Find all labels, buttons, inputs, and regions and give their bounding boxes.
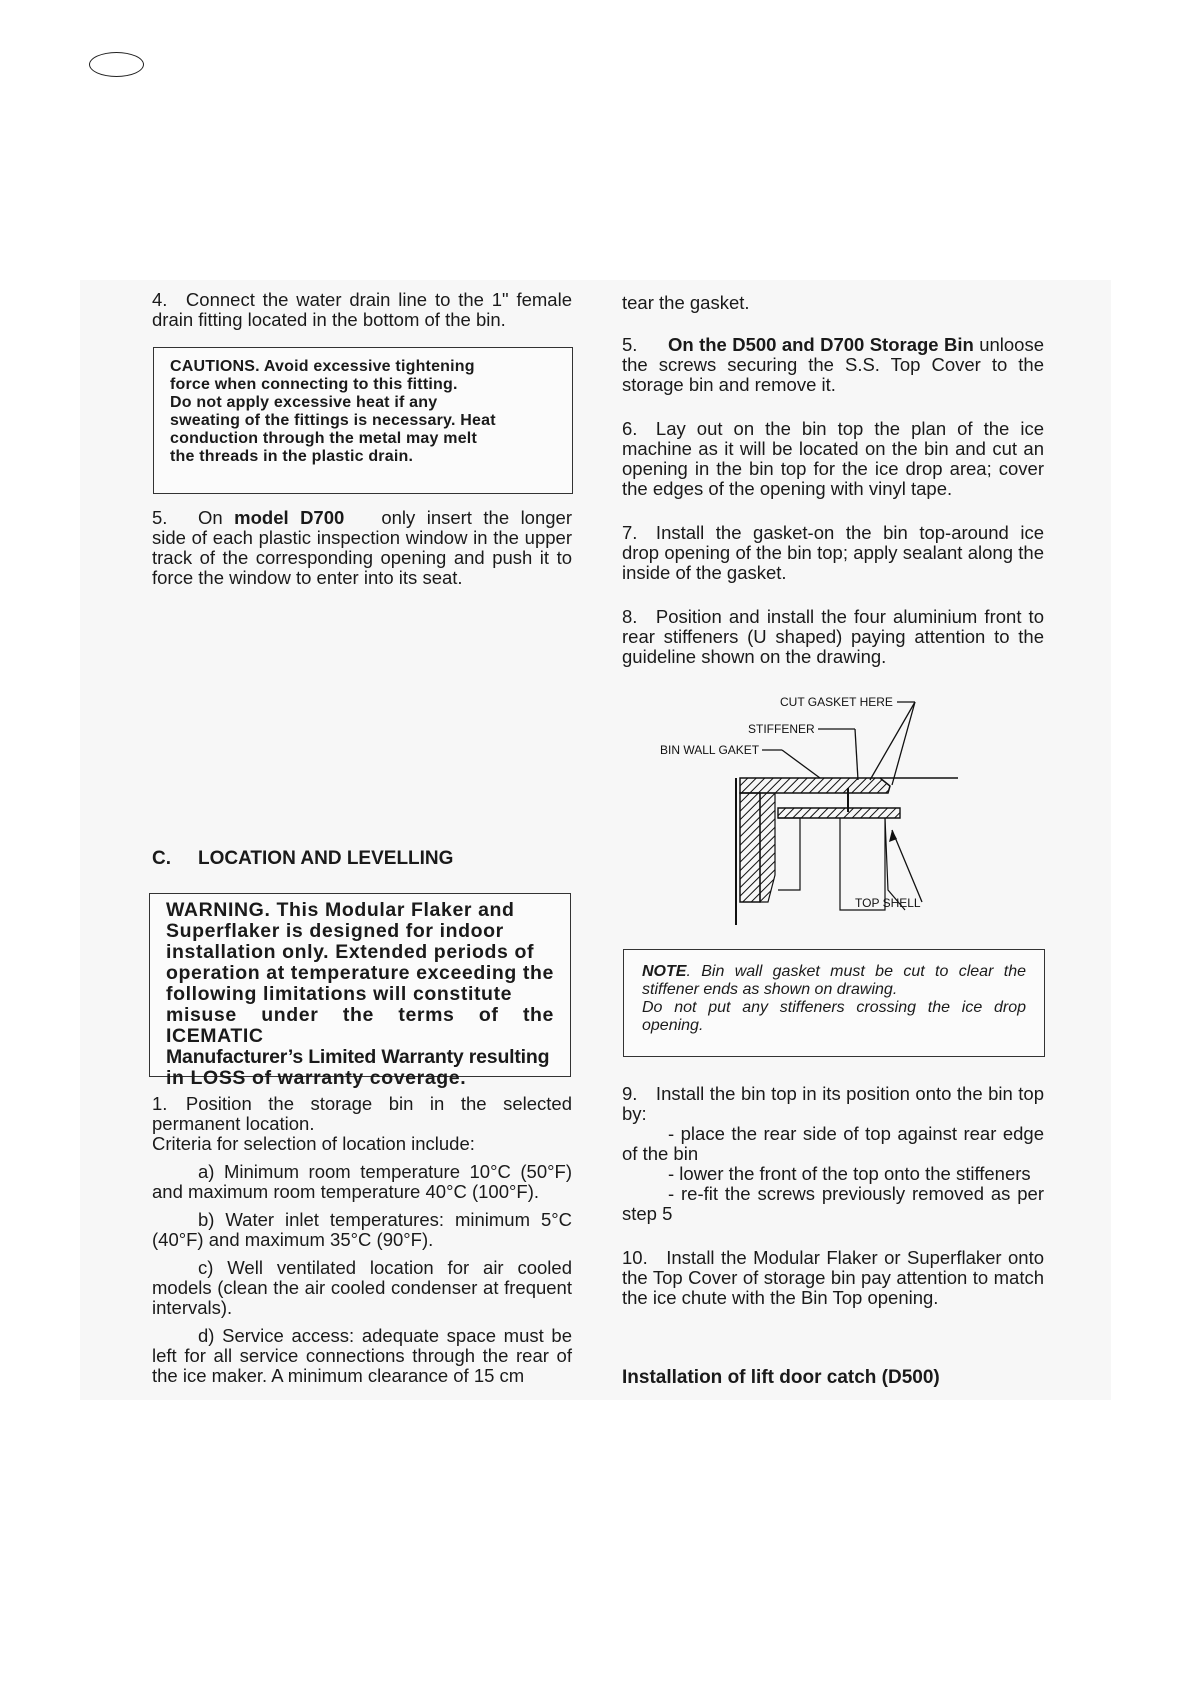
step-9-c: - re-fit the screws previously removed as per step 5	[622, 1183, 1044, 1224]
warning-line-2: Superflaker is designed for indoor	[166, 920, 504, 942]
top-gasket	[740, 778, 890, 793]
warning-line-1: WARNING. This Modular Flaker and	[166, 899, 515, 921]
cautions-box	[153, 347, 573, 494]
leader-bin-wall-d	[782, 750, 820, 778]
criterion-a: a) Minimum room temperature 10°C (50°F) and maximum room temperature 40°C (100°F).	[152, 1161, 572, 1202]
criterion-b: b) Water inlet temperatures: minimum 5°C (40°F) and maximum 35°C (90°F).	[152, 1209, 572, 1250]
warning-line-5: following limitations will constitute	[166, 983, 513, 1005]
label-stiffener: STIFFENER	[748, 722, 815, 736]
cautions-line-4: sweating of the fittings is necessary. Heat	[170, 412, 496, 429]
bin-wall	[740, 793, 760, 902]
right-column	[622, 293, 1044, 667]
right-step-5-number: 5.	[622, 334, 638, 355]
step-5-model: model D700	[234, 507, 345, 528]
right-step-5-text: unloose the screws securing the S.S. Top Cover to the storage bin and remove it.	[622, 334, 1044, 395]
leader-cut-gasket-b	[892, 702, 915, 785]
step-9-text: 9. Install the bin top in its position onto the bin top by:	[622, 1083, 1044, 1124]
left-column	[152, 290, 572, 330]
right-step-5-bold: On the D500 and D700 Storage Bin	[668, 334, 974, 355]
cautions-line-6: the threads in the plastic drain.	[170, 448, 414, 465]
step-10-text: 10. Install the Modular Flaker or Superflaker onto the Top Cover of storage bin pay attention to match the ice chute with the Bin Top opening.	[622, 1247, 1044, 1308]
cautions-line-2: force when connecting to this fitting.	[170, 376, 458, 393]
leader-top-shell	[892, 830, 922, 902]
warning-line-8: in LOSS of warranty coverage.	[166, 1067, 467, 1089]
bin-wall-gasket	[760, 793, 775, 902]
cautions-line-5: conduction through the metal may melt	[170, 430, 477, 447]
lift-door-heading: Installation of lift door catch (D500)	[622, 1367, 940, 1388]
cautions-line-1: CAUTIONS. Avoid excessive tightening	[170, 358, 475, 375]
step-5-pre: On	[198, 507, 235, 528]
warning-line-4: operation at temperature exceeding the	[166, 962, 554, 984]
criterion-c: c) Well ventilated location for air cooled models (clean the air cooled condenser at frequent intervals).	[152, 1257, 572, 1318]
step-7-text: 7. Install the gasket-on the bin top-around ice drop opening of the bin top; apply sealant along the inside of the gasket.	[622, 522, 1044, 583]
note-label: NOTE	[642, 963, 687, 980]
location-steps	[152, 1094, 572, 1386]
stiffener-bar	[778, 808, 900, 818]
section-c-title: LOCATION AND LEVELLING	[198, 848, 454, 869]
inner-profile	[778, 818, 800, 890]
step-1-text: 1. Position the storage bin in the selected permanent location.	[152, 1093, 572, 1134]
step-9-b: - lower the front of the top onto the stiffeners	[668, 1163, 1031, 1184]
cautions-line-3: Do not apply excessive heat if any	[170, 394, 438, 411]
warning-line-6: misuse under the terms of the ICEMATIC	[166, 1004, 554, 1047]
step-5-number: 5.	[152, 507, 168, 528]
gasket-diagram	[640, 690, 980, 940]
note-box	[623, 949, 1045, 1057]
label-cut-gasket: CUT GASKET HERE	[780, 695, 893, 709]
criterion-d: d) Service access: adequate space must be left for all service connections through the rear of the ice maker. A minimum clearance of 15 cm	[152, 1325, 572, 1386]
note-line-2: Do not put any stiffeners crossing the ice drop opening.	[642, 999, 1026, 1034]
step-4-text: 4. Connect the water drain line to the 1" female drain fitting located in the bottom of the bin.	[152, 289, 572, 330]
step-6-text: 6. Lay out on the bin top the plan of the ice machine as it will be located on the bin and cut an opening in the bin top for the ice drop area; cover the edges of the opening with vinyl tape.	[622, 418, 1044, 499]
warning-line-7: Manufacturer’s Limited Warranty resulting	[166, 1046, 550, 1068]
label-bin-wall: BIN WALL GAKET	[660, 743, 760, 757]
warning-box	[149, 893, 571, 1089]
section-c-heading	[152, 848, 453, 870]
criteria-intro: Criteria for selection of location include:	[152, 1133, 475, 1154]
right-steps-9-10	[622, 1084, 1044, 1308]
left-step-5	[152, 508, 572, 588]
note-text: . Bin wall gasket must be cut to clear the stiffener ends as shown on drawing.	[642, 963, 1026, 998]
warning-line-3: installation only. Extended periods of	[166, 941, 535, 963]
step-9-a: - place the rear side of top against rear edge of the bin	[622, 1123, 1044, 1164]
tear-gasket-text: tear the gasket.	[622, 292, 750, 313]
page-number-oval	[89, 52, 144, 77]
step-5-text: only insert the longer side of each plastic inspection window in the upper track of the corresponding opening and push it to force the window to enter into its seat.	[152, 507, 572, 588]
step-8-text: 8. Position and install the four aluminium front to rear stiffeners (U shaped) paying attention to the guideline shown on the drawing.	[622, 606, 1044, 667]
section-c-number: C.	[152, 848, 171, 869]
leader-cut-gasket-a	[870, 702, 915, 780]
label-top-shell: TOP SHELL	[855, 896, 921, 910]
leader-stiffener-v	[855, 729, 858, 780]
